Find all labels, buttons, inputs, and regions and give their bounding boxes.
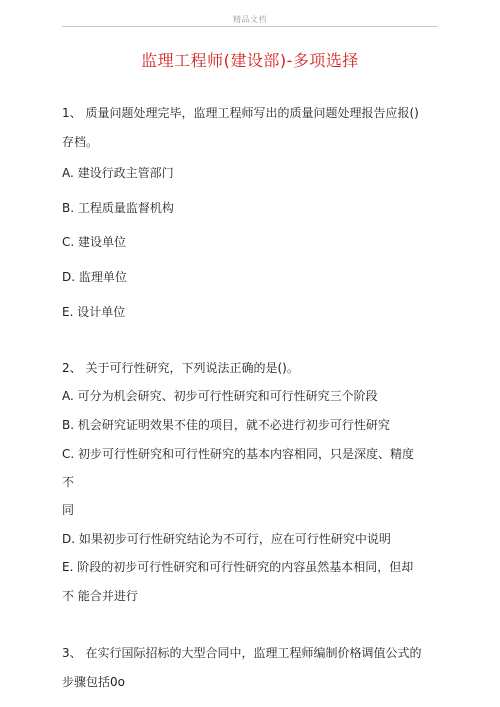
question-1-option-e: E. 设计单位 [62, 305, 126, 319]
question-3-stem-line-2: 步骤包括0o [62, 675, 125, 689]
header-divider [62, 26, 438, 27]
question-3-stem-line-1: 3、 在实行国际招标的大型合同中，监理工程师编制价格调值公式的 [62, 646, 422, 660]
question-1-stem-line-2: 存档。 [62, 135, 99, 149]
question-2-option-a: A. 可分为机会研究、初步可行性研究和可行性研究三个阶段 [62, 389, 378, 403]
question-2-option-e-line-1: E. 阶段的初步可行性研究和可行性研究的内容虽然基本相同，但却 [62, 560, 414, 574]
question-1-option-b: B. 工程质量监督机构 [62, 201, 174, 215]
question-2-option-c-line-3: 同 [62, 503, 75, 517]
question-1-option-a: A. 建设行政主管部门 [62, 166, 174, 180]
question-2-stem-line-1: 2、 关于可行性研究，下列说法正确的是()。 [62, 361, 299, 375]
document-title: 监理工程师(建设部)-多项选择 [141, 51, 359, 70]
question-2-option-c-line-2: 不 [62, 475, 75, 489]
question-2-option-b: B. 机会研究证明效果不佳的项目，就不必进行初步可行性研究 [62, 418, 390, 432]
question-2-option-e-line-2: 不 能合并进行 [62, 589, 138, 603]
question-1-option-d: D. 监理单位 [62, 270, 127, 284]
header-label: 精品文档 [233, 15, 267, 24]
question-2-option-c-line-1: C. 初步可行性研究和可行性研究的基本内容相同，只是深度、精度 [62, 447, 415, 461]
question-2-option-d: D. 如果初步可行性研究结论为不可行，应在可行性研究中说明 [62, 532, 391, 546]
question-1-stem-line-1: 1、 质量问题处理完毕，监理工程师写出的质量问题处理报告应报() [62, 106, 419, 120]
question-1-option-c: C. 建设单位 [62, 235, 127, 249]
